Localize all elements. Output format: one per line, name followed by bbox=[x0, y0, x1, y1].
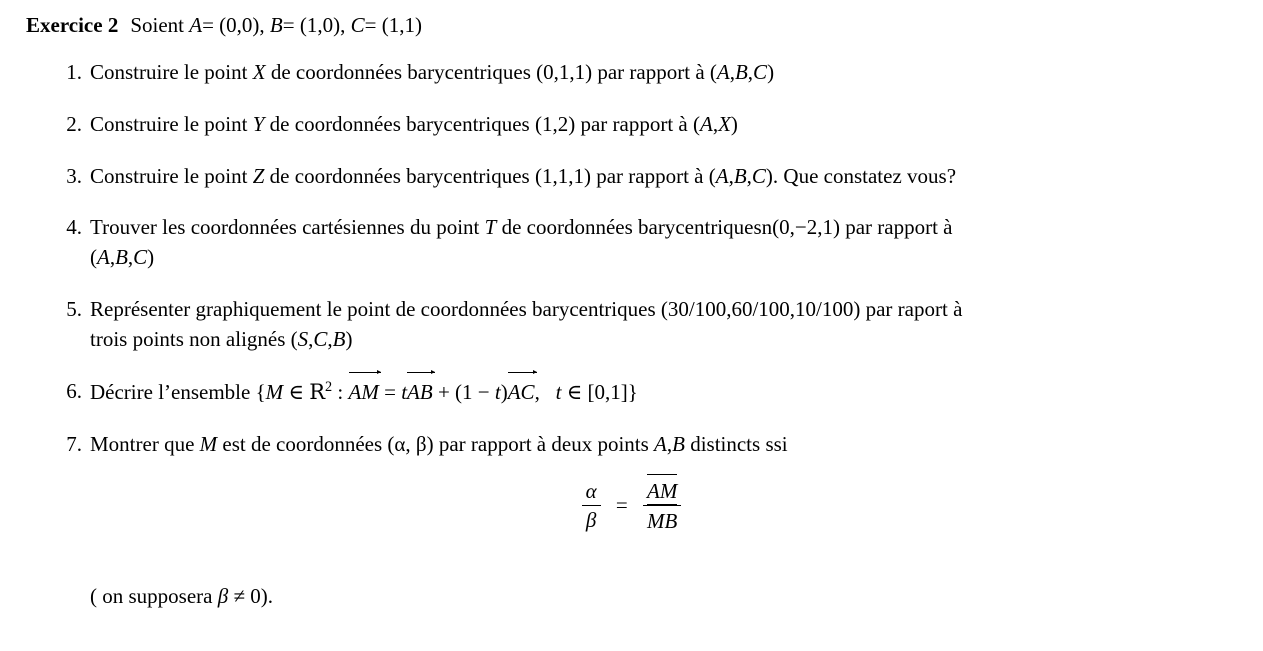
item-number: 6. bbox=[66, 378, 82, 403]
math-var: A bbox=[700, 111, 713, 136]
text-fragment: Construire le point bbox=[90, 163, 253, 188]
vector-am: AM bbox=[349, 377, 379, 408]
point-c: C bbox=[350, 13, 365, 37]
statement-prefix: Soient bbox=[130, 13, 190, 37]
list-item bbox=[66, 295, 1240, 355]
math-var: C bbox=[133, 245, 148, 270]
text-fragment: , bbox=[327, 326, 333, 351]
point-a-value: = (0,0), bbox=[202, 13, 265, 37]
math-var: C bbox=[753, 60, 768, 84]
text-fragment: , bbox=[729, 60, 735, 84]
text-fragment: ) bbox=[730, 111, 738, 136]
vector-ab: AB bbox=[407, 377, 433, 408]
math-var: C bbox=[313, 326, 328, 351]
fraction-denominator: β bbox=[585, 508, 597, 533]
math-var: T bbox=[484, 215, 497, 240]
text-fragment: , bbox=[712, 111, 719, 136]
point-b-value: = (1,0), bbox=[282, 13, 346, 37]
text-fragment: Montrer que bbox=[90, 431, 200, 456]
math-var: A bbox=[654, 431, 667, 456]
text-fragment: Trouver les coordonnées cartésiennes du point bbox=[90, 215, 485, 240]
item-text bbox=[90, 164, 956, 188]
text-fragment: = bbox=[378, 379, 402, 404]
text-fragment: distincts ssi bbox=[684, 431, 788, 456]
math-var: A bbox=[715, 163, 729, 188]
text-fragment: est de coordonnées (α, β) par rapport à deux points bbox=[217, 431, 655, 456]
math-var: C bbox=[751, 163, 766, 188]
fraction-numerator: α bbox=[582, 479, 601, 506]
math-var: t bbox=[494, 379, 501, 404]
math-var: B bbox=[115, 245, 128, 270]
math-var: B bbox=[733, 163, 747, 188]
math-var: X bbox=[252, 60, 266, 84]
item-text bbox=[90, 297, 962, 351]
text-fragment: , bbox=[127, 245, 134, 270]
question-list bbox=[52, 58, 1240, 481]
exercise-statement bbox=[130, 13, 422, 37]
text-fragment: ∈ bbox=[283, 379, 310, 404]
text-fragment: de coordonnées barycentriquesn(0,−2,1) par rapport à bbox=[496, 215, 953, 240]
displayed-equation bbox=[0, 478, 1263, 533]
math-var: B bbox=[332, 326, 346, 351]
text-fragment: ) bbox=[345, 326, 353, 351]
math-var: M bbox=[265, 379, 284, 404]
list-item bbox=[66, 430, 1240, 460]
text-fragment: Décrire l’ensemble { bbox=[90, 379, 266, 404]
list-item bbox=[66, 213, 1240, 273]
math-var: Y bbox=[252, 111, 265, 136]
text-fragment: , bbox=[728, 163, 734, 188]
item-number: 4. bbox=[66, 215, 82, 240]
text-fragment: ) bbox=[147, 245, 155, 270]
text-fragment: , bbox=[746, 163, 752, 188]
item-text bbox=[90, 380, 638, 404]
equals-sign: = bbox=[615, 493, 628, 518]
fraction-alpha-beta bbox=[582, 479, 601, 532]
item-text bbox=[90, 215, 953, 269]
text-fragment: ) bbox=[767, 60, 775, 84]
item-number: 3. bbox=[66, 163, 82, 188]
math-var: X bbox=[718, 111, 731, 136]
math-var: S bbox=[297, 326, 309, 351]
text-fragment: ). Que constatez vous? bbox=[765, 163, 957, 188]
list-item bbox=[66, 162, 1240, 192]
text-fragment: , bbox=[534, 379, 540, 404]
closing-note bbox=[90, 584, 273, 609]
text-fragment: de coordonnées barycentriques (1,1,1) par rapport à ( bbox=[264, 163, 716, 188]
item-text bbox=[90, 112, 738, 136]
item-number: 1. bbox=[66, 60, 82, 84]
math-var: t bbox=[401, 379, 408, 404]
segment-mb: MB bbox=[647, 509, 678, 534]
fraction-denominator bbox=[643, 506, 681, 533]
text-fragment: ) bbox=[500, 379, 508, 404]
exercise-header bbox=[26, 12, 422, 39]
point-a: A bbox=[189, 13, 203, 37]
text-fragment: , bbox=[109, 245, 116, 270]
item-number: 2. bbox=[66, 111, 82, 136]
item-text bbox=[90, 60, 774, 84]
text-fragment: de coordonnées barycentriques (0,1,1) par rapport à ( bbox=[265, 60, 717, 84]
text-fragment: Construire le point bbox=[90, 111, 253, 136]
list-item bbox=[66, 110, 1240, 140]
text-fragment: , bbox=[747, 60, 754, 84]
item-number: 7. bbox=[66, 431, 82, 456]
math-var: M bbox=[199, 431, 218, 456]
list-item bbox=[66, 377, 1240, 408]
item-text bbox=[90, 432, 788, 456]
math-var: B bbox=[734, 60, 748, 84]
text-fragment: : bbox=[332, 379, 349, 404]
math-var: Z bbox=[252, 163, 265, 188]
item-number: 5. bbox=[66, 297, 82, 322]
real-numbers-symbol: R bbox=[309, 379, 326, 404]
fraction-am-mb bbox=[643, 478, 681, 533]
text-fragment: , bbox=[308, 326, 314, 351]
point-c-value: = (1,1) bbox=[364, 13, 422, 37]
vector-ac: AC bbox=[508, 377, 535, 408]
text-fragment: ∈ [0,1]} bbox=[561, 379, 638, 404]
list-item bbox=[66, 58, 1240, 88]
math-var: t bbox=[555, 379, 562, 404]
text-fragment: ( on supposera bbox=[90, 584, 218, 608]
text-fragment: , bbox=[666, 431, 673, 456]
fraction-numerator bbox=[643, 478, 681, 506]
point-b: B bbox=[269, 13, 283, 37]
text-fragment: Représenter graphiquement le point de coordonnées barycentriques (30/100,60/100,10/100) par raport à bbox=[90, 297, 963, 322]
math-var: A bbox=[97, 245, 110, 270]
exercise-label: Exercice 2 bbox=[26, 13, 119, 37]
text-fragment: ( bbox=[90, 245, 97, 270]
math-var: A bbox=[716, 60, 730, 84]
text-fragment: de coordonnées barycentriques (1,2) par rapport à ( bbox=[264, 111, 700, 136]
text-fragment: Construire le point bbox=[90, 60, 253, 84]
text-fragment: + (1 − bbox=[432, 379, 495, 404]
segment-am: AM bbox=[647, 479, 678, 503]
exponent: 2 bbox=[325, 378, 333, 395]
text-fragment: ≠ 0). bbox=[228, 584, 273, 608]
math-var: β bbox=[217, 584, 229, 608]
text-fragment: trois points non alignés ( bbox=[90, 326, 298, 351]
math-var: B bbox=[672, 431, 685, 456]
